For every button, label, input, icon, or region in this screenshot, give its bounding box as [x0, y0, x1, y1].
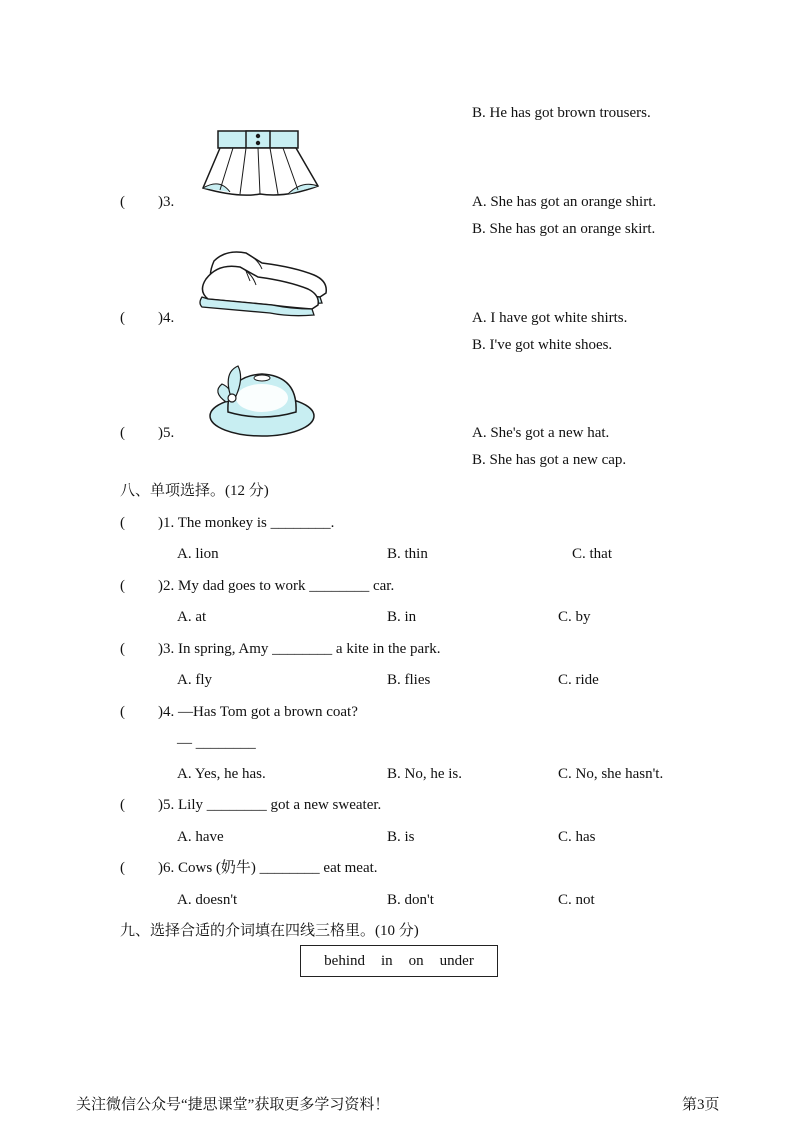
- s8-q2-paren: (: [120, 578, 125, 594]
- q2-option-b: B. He has got brown trousers.: [472, 105, 651, 121]
- pq4-option-b: B. I've got white shoes.: [472, 337, 613, 353]
- section9-title: 九、选择合适的介词填在四线三格里。(10 分): [120, 923, 419, 939]
- word-bank-item: on: [408, 952, 424, 969]
- shoes-icon: [196, 245, 332, 317]
- s8-q5-option-c: C. has: [558, 829, 596, 845]
- word-bank-item: under: [439, 952, 474, 969]
- s8-q4-option-a: A. Yes, he has.: [177, 766, 266, 782]
- footer-promo-text: 关注微信公众号“捷思课堂”获取更多学习资料！: [76, 1097, 390, 1113]
- word-bank-item: behind: [324, 952, 365, 969]
- s8-q5-option-b: B. is: [387, 829, 415, 845]
- s8-q4-paren: (: [120, 704, 125, 720]
- s8-q4-option-b: B. No, he is.: [387, 766, 462, 782]
- s8-q1-paren: (: [120, 515, 125, 531]
- s8-q5-option-a: A. have: [177, 829, 224, 845]
- pq3-paren-open: (: [120, 194, 125, 210]
- word-bank-box: [300, 945, 498, 977]
- s8-q5-stem: )5. Lily ________ got a new sweater.: [158, 797, 382, 813]
- pq3-option-a: A. She has got an orange shirt.: [472, 194, 657, 210]
- s8-q6-option-c: C. not: [558, 892, 595, 908]
- s8-q1-option-a: A. lion: [177, 546, 219, 562]
- word-bank-item: in: [381, 952, 393, 969]
- s8-q4-stem: )4. —Has Tom got a brown coat?: [158, 704, 358, 720]
- s8-q5-paren: (: [120, 797, 125, 813]
- s8-q1-option-b: B. thin: [387, 546, 428, 562]
- pq5-paren-open: (: [120, 425, 125, 441]
- s8-q3-option-b: B. flies: [387, 672, 431, 688]
- s8-q3-option-a: A. fly: [177, 672, 212, 688]
- hat-icon: [206, 362, 318, 440]
- page-number: 第3页: [682, 1097, 720, 1113]
- s8-q6-option-a: A. doesn't: [177, 892, 238, 908]
- s8-q4-option-c: C. No, she hasn't.: [558, 766, 664, 782]
- pq5-option-a: A. She's got a new hat.: [472, 425, 610, 441]
- pq4-paren-open: (: [120, 310, 125, 326]
- s8-q1-stem: )1. The monkey is ________.: [158, 515, 335, 531]
- section8-title: 八、单项选择。(12 分): [120, 483, 269, 499]
- pq4-option-a: A. I have got white shirts.: [472, 310, 628, 326]
- s8-q3-option-c: C. ride: [558, 672, 599, 688]
- pq5-option-b: B. She has got a new cap.: [472, 452, 627, 468]
- s8-q2-option-a: A. at: [177, 609, 207, 625]
- s8-q2-option-b: B. in: [387, 609, 417, 625]
- s8-q2-option-c: C. by: [558, 609, 591, 625]
- s8-q6-option-b: B. don't: [387, 892, 434, 908]
- pq4-number: )4.: [158, 310, 175, 326]
- s8-q1-option-c: C. that: [572, 546, 612, 562]
- s8-q6-paren: (: [120, 860, 125, 876]
- s8-q4-answer-line: — ________: [177, 735, 256, 751]
- pq5-number: )5.: [158, 425, 175, 441]
- s8-q3-paren: (: [120, 641, 125, 657]
- skirt-icon: [198, 128, 324, 200]
- s8-q3-stem: )3. In spring, Amy ________ a kite in the park.: [158, 641, 441, 657]
- s8-q2-stem: )2. My dad goes to work ________ car.: [158, 578, 395, 594]
- pq3-option-b: B. She has got an orange skirt.: [472, 221, 656, 237]
- pq3-number: )3.: [158, 194, 175, 210]
- s8-q6-stem: )6. Cows (奶牛) ________ eat meat.: [158, 860, 378, 876]
